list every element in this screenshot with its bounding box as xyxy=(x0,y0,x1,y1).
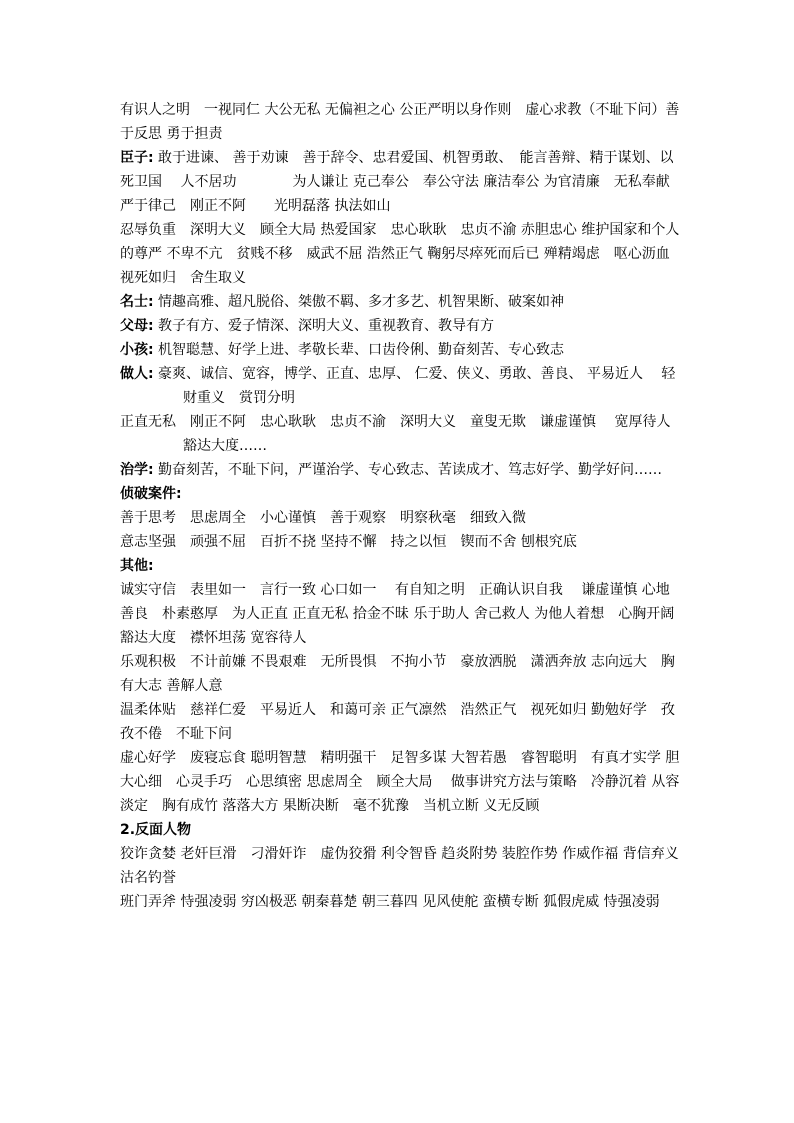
paragraph-text: 狡诈贪婪 老奸巨滑 刁滑奸诈 虚伪狡猾 利令智昏 趋炎附势 装腔作势 作威作福 背信弃义 沽名钓誉 xyxy=(120,846,679,886)
section-label-conduct: 做人: xyxy=(120,366,154,382)
paragraph-scholar xyxy=(120,290,680,314)
paragraph-text: 情趣高雅、超凡脱俗、桀傲不羁、多才多艺、机智果断、破案如神 xyxy=(153,294,565,310)
paragraph-text: 勤奋刻苦，不耻下问，严谨治学、专心致志、苦读成才、笃志好学、勤学好问…… xyxy=(153,462,663,478)
paragraph-text: 虚心好学 废寝忘食 聪明智慧 精明强干 足智多谋 大智若愚 睿智聪明 有真才实学 胆大心细 心灵手巧 心思缜密 思虑周全 顾全大局 做事讲究方法与策略 冷静沉着 从容淡定 胸有成竹 落落大方 果断决断 毫不犹豫 当机立断 义无反顾 xyxy=(120,750,680,814)
paragraph-other-heading xyxy=(120,554,680,578)
paragraph-negative-2 xyxy=(120,890,680,914)
paragraph-detective-1 xyxy=(120,506,680,530)
paragraph-detective-heading xyxy=(120,482,680,506)
paragraph-child xyxy=(120,338,680,362)
paragraph-text: 教子有方、爱子情深、深明大义、重视教育、教导有方 xyxy=(153,318,495,334)
paragraph-text: 乐观积极 不计前嫌 不畏艰难 无所畏惧 不拘小节 豪放洒脱 潇洒奔放 志向远大 胸有大志 善解人意 xyxy=(120,654,675,694)
paragraph-conduct xyxy=(120,362,680,410)
paragraph-leader-traits xyxy=(120,98,680,146)
section-label-detective: 侦破案件: xyxy=(120,486,182,502)
section-label-child: 小孩: xyxy=(120,342,154,358)
paragraph-detective-2 xyxy=(120,530,680,554)
paragraph-text: 豪爽、诚信、宽容，博学、正直、忠厚、 仁爱、侠义、勇敢、善良、 平易近人 轻财重义 赏罚分明 xyxy=(153,366,676,406)
paragraph-text: 忍辱负重 深明大义 顾全大局 热爱国家 忠心耿耿 忠贞不渝 赤胆忠心 维护国家和个人的尊严 不卑不亢 贫贱不移 威武不屈 浩然正气 鞠躬尽瘁死而后已 殚精竭虑 呕心沥血 视死如归 舍生取义 xyxy=(120,222,684,286)
document-body xyxy=(120,98,731,914)
paragraph-other-4 xyxy=(120,746,680,818)
paragraph-negative-1 xyxy=(120,842,680,890)
paragraph-text: 班门弄斧 恃强凌弱 穷凶极恶 朝秦暮楚 朝三暮四 见风使舵 蛮横专断 狐假虎威 恃强凌弱 xyxy=(120,894,660,910)
paragraph-text: 温柔体贴 慈祥仁爱 平易近人 和蔼可亲 正气凛然 浩然正气 视死如归 勤勉好学 孜孜不倦 不耻下问 xyxy=(120,702,675,742)
section-label-study: 治学: xyxy=(120,462,154,478)
paragraph-text: 意志坚强 顽强不屈 百折不挠 坚持不懈 持之以恒 锲而不舍 刨根究底 xyxy=(120,534,577,550)
paragraph-text: 有识人之明 一视同仁 大公无私 无偏袒之心 公正严明以身作则 虚心求教（不耻下问）善于反思 勇于担责 xyxy=(120,102,680,142)
paragraph-text: 诚实守信 表里如一 言行一致 心口如一 有自知之明 正确认识自我 谦虚谨慎 心地善良 朴素憨厚 为人正直 正直无私 拾金不昧 乐于助人 舍己救人 为他人着想 心胸开阔 豁达大度 襟怀坦荡 宽容待人 xyxy=(120,582,689,646)
paragraph-other-2 xyxy=(120,650,680,698)
paragraph-parents xyxy=(120,314,680,338)
paragraph-text: 善于思考 思虑周全 小心谨慎 善于观察 明察秋毫 细致入微 xyxy=(120,510,526,526)
paragraph-study xyxy=(120,458,680,482)
paragraph-text: 正直无私 刚正不阿 忠心耿耿 忠贞不渝 深明大义 童叟无欺 谦虚谨慎 宽厚待人 豁达大度…… xyxy=(120,414,731,454)
paragraph-other-3 xyxy=(120,698,680,746)
section-heading-negative: 2.反面人物 xyxy=(120,822,192,838)
section-label-scholar: 名士: xyxy=(120,294,154,310)
paragraph-integrity xyxy=(120,410,731,458)
section-label-minister: 臣子: xyxy=(120,150,154,166)
paragraph-text: 敢于进谏、 善于劝谏 善于辞令、忠君爱国、机智勇敢、 能言善辩、精于谋划、以死卫国 人不居功 为人谦让 克己奉公 奉公守法 廉洁奉公 为官清廉 无私奉献 严于律己 刚正不阿 光明磊落 执法如山 xyxy=(120,150,675,214)
paragraph-negative-heading xyxy=(120,818,680,842)
section-label-other: 其他: xyxy=(120,558,154,574)
paragraph-other-1 xyxy=(120,578,689,650)
section-label-parents: 父母: xyxy=(120,318,154,334)
paragraph-text: 机智聪慧、好学上进、孝敬长辈、口齿伶俐、勤奋刻苦、专心致志 xyxy=(153,342,565,358)
paragraph-loyalty xyxy=(120,218,684,290)
paragraph-minister xyxy=(120,146,680,218)
